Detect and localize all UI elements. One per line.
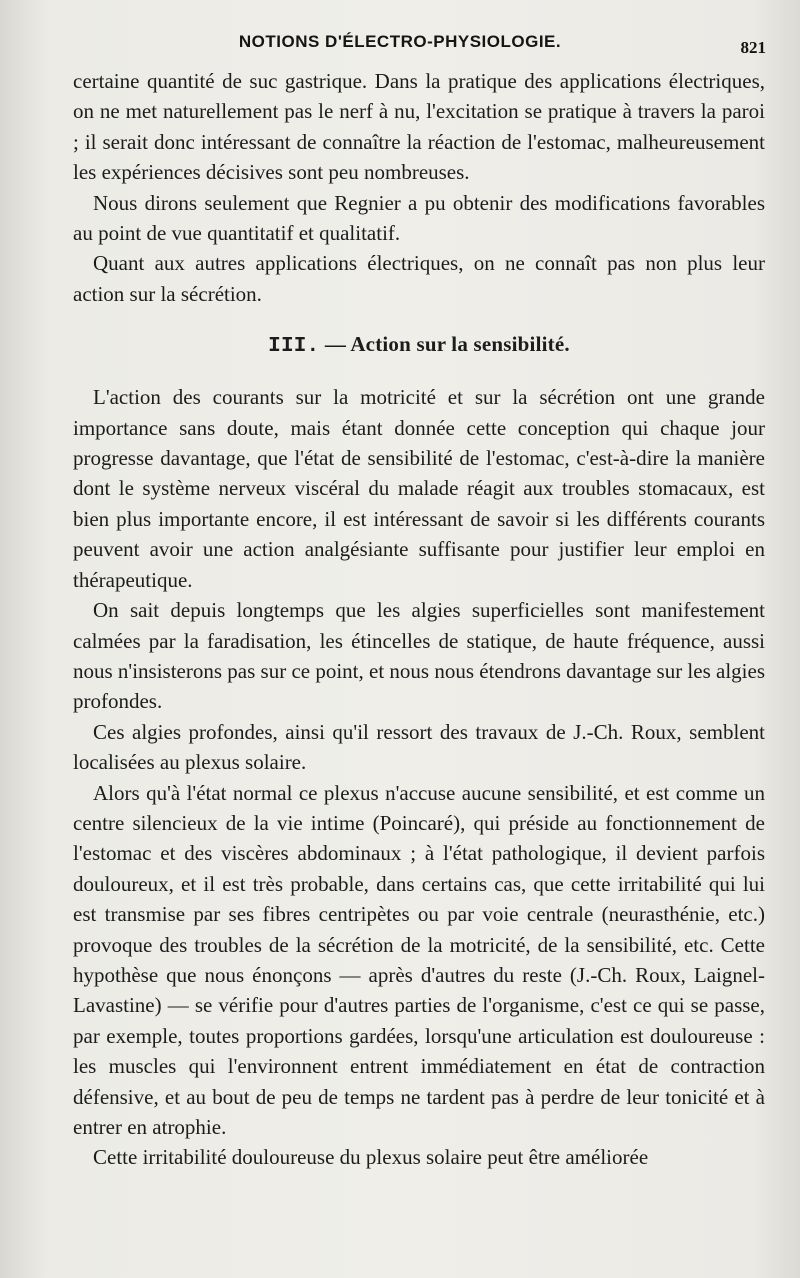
running-head <box>0 26 800 62</box>
paragraph-7: Alors qu'à l'état normal ce plexus n'accuse aucune sensibilité, et est comme un centre silencieux de la vie intime (Poincaré), qui préside au fonctionnement de l'estomac et des viscères abdominaux ; à l'état pathologique, il devient parfois douloureux, et il est très probable, dans certains cas, que cette irritabilité qui lui est transmise par ses fibres centripètes ou par voie centrale (neurasthénie, etc.) provoque des troubles de la sécrétion de la motricité, de la sensibilité, etc. Cette hypothèse que nous énonçons — après d'autres du reste (J.-Ch. Roux, Laignel-Lavastine) — se vérifie pour d'autres parties de l'organisme, c'est ce qui se passe, par exemple, toutes proportions gardées, lorsqu'une articulation est douloureuse : les muscles qui l'environnent entrent immédiatement en état de contraction défensive, et au bout de peu de temps ne tardent pas à perdre de leur tonicité et à entrer en atrophie. <box>73 780 765 1139</box>
section-title: — Action sur la sensibilité. <box>324 332 570 357</box>
running-head-title: NOTIONS D'ÉLECTRO-PHYSIOLOGIE. <box>238 32 562 51</box>
paragraph-3: Quant aux autres applications électriques, on ne connaît pas non plus leur action sur la sécrétion. <box>73 251 765 306</box>
section-number: III. <box>268 335 320 359</box>
page-number: 821 <box>740 38 766 57</box>
section-heading <box>73 329 765 362</box>
body-text <box>73 66 765 1173</box>
paragraph-2: Nous dirons seulement que Regnier a pu obtenir des modifications favorables au point de vue quantitatif et qualitatif. <box>73 190 765 246</box>
paragraph-5: On sait depuis longtemps que les algies superficielles sont manifestement calmées par la faradisation, les étincelles de statique, de haute fréquence, aussi nous n'insisterons pas sur ce point, et nous nous étendrons davantage sur les algies profondes. <box>73 598 765 714</box>
paragraph-6: Ces algies profondes, ainsi qu'il ressort des travaux de J.-Ch. Roux, semblent localisées au plexus solaire. <box>73 719 765 775</box>
paragraph-1: certaine quantité de suc gastrique. Dans la pratique des applications électriques, on ne met naturellement pas le nerf à nu, l'excitation se pratique à travers la paroi ; il serait donc intéressant de connaître la réaction de l'estomac, malheureusement les expériences décisives sont peu nombreuses. <box>73 69 765 185</box>
paragraph-8: Cette irritabilité douloureuse du plexus solaire peut être améliorée <box>93 1145 649 1170</box>
paragraph-4: L'action des courants sur la motricité et sur la sécrétion ont une grande importance sans doute, mais étant donnée cette conception qui chaque jour progresse davantage, que l'état de sensibilité de l'estomac, c'est-à-dire la manière dont le système nerveux viscéral du malade réagit aux troubles stomacaux, est bien plus importante encore, il est intéressant de savoir si les différents courants peuvent avoir une action analgésiante suffisante pour justifier leur emploi en thérapeutique. <box>73 385 765 592</box>
